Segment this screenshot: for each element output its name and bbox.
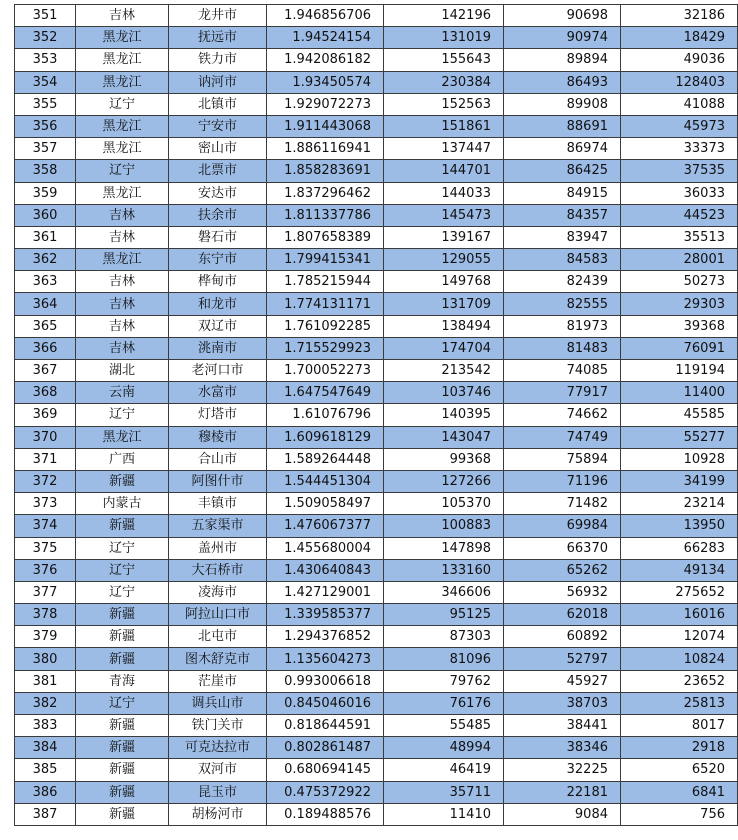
city-cell: 凌海市 xyxy=(169,581,267,603)
value-c-cell: 66283 xyxy=(621,537,738,559)
value-a-cell: 151861 xyxy=(384,115,504,137)
table-row xyxy=(15,49,738,71)
city-cell: 北票市 xyxy=(169,160,267,182)
index-cell: 1.589264448 xyxy=(267,448,384,470)
value-a-cell: 144701 xyxy=(384,160,504,182)
value-b-cell: 82439 xyxy=(504,271,621,293)
index-cell: 0.189488576 xyxy=(267,803,384,825)
value-b-cell: 38703 xyxy=(504,692,621,714)
value-b-cell: 56932 xyxy=(504,581,621,603)
value-b-cell: 62018 xyxy=(504,604,621,626)
table-row xyxy=(15,337,738,359)
value-c-cell: 16016 xyxy=(621,604,738,626)
value-a-cell: 87303 xyxy=(384,626,504,648)
value-a-cell: 48994 xyxy=(384,737,504,759)
value-a-cell: 149768 xyxy=(384,271,504,293)
value-a-cell: 143047 xyxy=(384,426,504,448)
table-row xyxy=(15,715,738,737)
table-row xyxy=(15,360,738,382)
value-c-cell: 12074 xyxy=(621,626,738,648)
value-a-cell: 127266 xyxy=(384,470,504,492)
value-b-cell: 89894 xyxy=(504,49,621,71)
value-b-cell: 81973 xyxy=(504,315,621,337)
city-cell: 桦甸市 xyxy=(169,271,267,293)
table-row xyxy=(15,692,738,714)
value-c-cell: 119194 xyxy=(621,360,738,382)
province-cell: 青海 xyxy=(76,670,169,692)
province-cell: 黑龙江 xyxy=(76,27,169,49)
table-row xyxy=(15,160,738,182)
rank-cell: 384 xyxy=(15,737,76,759)
province-cell: 新疆 xyxy=(76,604,169,626)
table-row xyxy=(15,648,738,670)
rank-cell: 361 xyxy=(15,226,76,248)
value-b-cell: 32225 xyxy=(504,759,621,781)
table-row xyxy=(15,670,738,692)
rank-cell: 358 xyxy=(15,160,76,182)
table-row xyxy=(15,537,738,559)
value-c-cell: 45585 xyxy=(621,404,738,426)
rank-cell: 354 xyxy=(15,71,76,93)
province-cell: 黑龙江 xyxy=(76,49,169,71)
city-cell: 龙井市 xyxy=(169,5,267,27)
table-row xyxy=(15,115,738,137)
value-c-cell: 128403 xyxy=(621,71,738,93)
index-cell: 1.942086182 xyxy=(267,49,384,71)
value-b-cell: 71482 xyxy=(504,493,621,515)
province-cell: 新疆 xyxy=(76,515,169,537)
table-row xyxy=(15,581,738,603)
city-cell: 图木舒克市 xyxy=(169,648,267,670)
table-row xyxy=(15,404,738,426)
table-row xyxy=(15,27,738,49)
value-c-cell: 55277 xyxy=(621,426,738,448)
city-cell: 扶余市 xyxy=(169,204,267,226)
index-cell: 1.476067377 xyxy=(267,515,384,537)
table-row xyxy=(15,293,738,315)
city-cell: 水富市 xyxy=(169,382,267,404)
province-cell: 新疆 xyxy=(76,781,169,803)
rank-cell: 351 xyxy=(15,5,76,27)
value-a-cell: 155643 xyxy=(384,49,504,71)
table-row xyxy=(15,5,738,27)
city-cell: 茫崖市 xyxy=(169,670,267,692)
city-cell: 胡杨河市 xyxy=(169,803,267,825)
province-cell: 黑龙江 xyxy=(76,182,169,204)
index-cell: 1.700052273 xyxy=(267,360,384,382)
city-cell: 双辽市 xyxy=(169,315,267,337)
value-b-cell: 9084 xyxy=(504,803,621,825)
value-c-cell: 28001 xyxy=(621,249,738,271)
rank-cell: 366 xyxy=(15,337,76,359)
value-a-cell: 103746 xyxy=(384,382,504,404)
province-cell: 新疆 xyxy=(76,715,169,737)
table-row xyxy=(15,138,738,160)
province-cell: 湖北 xyxy=(76,360,169,382)
value-a-cell: 81096 xyxy=(384,648,504,670)
value-a-cell: 144033 xyxy=(384,182,504,204)
value-c-cell: 756 xyxy=(621,803,738,825)
value-c-cell: 49134 xyxy=(621,559,738,581)
index-cell: 1.807658389 xyxy=(267,226,384,248)
value-b-cell: 86493 xyxy=(504,71,621,93)
rank-cell: 375 xyxy=(15,537,76,559)
table-row xyxy=(15,759,738,781)
index-cell: 1.609618129 xyxy=(267,426,384,448)
value-a-cell: 131709 xyxy=(384,293,504,315)
city-cell: 大石桥市 xyxy=(169,559,267,581)
value-b-cell: 81483 xyxy=(504,337,621,359)
value-a-cell: 46419 xyxy=(384,759,504,781)
province-cell: 辽宁 xyxy=(76,404,169,426)
value-c-cell: 25813 xyxy=(621,692,738,714)
province-cell: 吉林 xyxy=(76,5,169,27)
value-a-cell: 139167 xyxy=(384,226,504,248)
city-cell: 北屯市 xyxy=(169,626,267,648)
province-cell: 辽宁 xyxy=(76,692,169,714)
province-cell: 吉林 xyxy=(76,293,169,315)
value-a-cell: 152563 xyxy=(384,93,504,115)
city-cell: 丰镇市 xyxy=(169,493,267,515)
index-cell: 1.837296462 xyxy=(267,182,384,204)
province-cell: 内蒙古 xyxy=(76,493,169,515)
city-cell: 穆棱市 xyxy=(169,426,267,448)
index-cell: 1.455680004 xyxy=(267,537,384,559)
province-cell: 黑龙江 xyxy=(76,71,169,93)
index-cell: 1.929072273 xyxy=(267,93,384,115)
value-a-cell: 79762 xyxy=(384,670,504,692)
table-row xyxy=(15,737,738,759)
city-cell: 密山市 xyxy=(169,138,267,160)
index-cell: 1.430640843 xyxy=(267,559,384,581)
value-b-cell: 65262 xyxy=(504,559,621,581)
value-b-cell: 45927 xyxy=(504,670,621,692)
province-cell: 吉林 xyxy=(76,337,169,359)
table-row xyxy=(15,781,738,803)
value-c-cell: 76091 xyxy=(621,337,738,359)
value-b-cell: 74749 xyxy=(504,426,621,448)
value-b-cell: 66370 xyxy=(504,537,621,559)
city-cell: 北镇市 xyxy=(169,93,267,115)
rank-cell: 369 xyxy=(15,404,76,426)
value-c-cell: 8017 xyxy=(621,715,738,737)
value-c-cell: 41088 xyxy=(621,93,738,115)
index-cell: 1.93450574 xyxy=(267,71,384,93)
value-c-cell: 50273 xyxy=(621,271,738,293)
index-cell: 0.802861487 xyxy=(267,737,384,759)
city-cell: 阿图什市 xyxy=(169,470,267,492)
province-cell: 吉林 xyxy=(76,226,169,248)
rank-cell: 359 xyxy=(15,182,76,204)
city-cell: 洮南市 xyxy=(169,337,267,359)
value-b-cell: 84357 xyxy=(504,204,621,226)
value-c-cell: 13950 xyxy=(621,515,738,537)
table-row xyxy=(15,493,738,515)
value-b-cell: 75894 xyxy=(504,448,621,470)
value-a-cell: 147898 xyxy=(384,537,504,559)
value-b-cell: 83947 xyxy=(504,226,621,248)
value-c-cell: 18429 xyxy=(621,27,738,49)
index-cell: 1.774131171 xyxy=(267,293,384,315)
rank-cell: 353 xyxy=(15,49,76,71)
value-c-cell: 6841 xyxy=(621,781,738,803)
value-c-cell: 23214 xyxy=(621,493,738,515)
value-a-cell: 213542 xyxy=(384,360,504,382)
province-cell: 黑龙江 xyxy=(76,426,169,448)
value-c-cell: 44523 xyxy=(621,204,738,226)
table-row xyxy=(15,249,738,271)
table-row xyxy=(15,559,738,581)
value-a-cell: 138494 xyxy=(384,315,504,337)
table-row xyxy=(15,182,738,204)
table-row xyxy=(15,515,738,537)
value-b-cell: 74662 xyxy=(504,404,621,426)
value-c-cell: 35513 xyxy=(621,226,738,248)
index-cell: 1.785215944 xyxy=(267,271,384,293)
index-cell: 1.339585377 xyxy=(267,604,384,626)
city-cell: 调兵山市 xyxy=(169,692,267,714)
table-row xyxy=(15,604,738,626)
city-cell: 宁安市 xyxy=(169,115,267,137)
value-a-cell: 140395 xyxy=(384,404,504,426)
value-a-cell: 346606 xyxy=(384,581,504,603)
value-b-cell: 38346 xyxy=(504,737,621,759)
city-cell: 东宁市 xyxy=(169,249,267,271)
value-b-cell: 84583 xyxy=(504,249,621,271)
rank-cell: 380 xyxy=(15,648,76,670)
value-c-cell: 275652 xyxy=(621,581,738,603)
value-c-cell: 37535 xyxy=(621,160,738,182)
value-a-cell: 142196 xyxy=(384,5,504,27)
rank-cell: 371 xyxy=(15,448,76,470)
rank-cell: 352 xyxy=(15,27,76,49)
index-cell: 0.680694145 xyxy=(267,759,384,781)
province-cell: 吉林 xyxy=(76,271,169,293)
index-cell: 1.886116941 xyxy=(267,138,384,160)
index-cell: 0.475372922 xyxy=(267,781,384,803)
value-a-cell: 35711 xyxy=(384,781,504,803)
table-row xyxy=(15,315,738,337)
value-c-cell: 10928 xyxy=(621,448,738,470)
province-cell: 黑龙江 xyxy=(76,115,169,137)
value-a-cell: 230384 xyxy=(384,71,504,93)
value-a-cell: 76176 xyxy=(384,692,504,714)
index-cell: 1.647547649 xyxy=(267,382,384,404)
value-b-cell: 69984 xyxy=(504,515,621,537)
value-b-cell: 52797 xyxy=(504,648,621,670)
city-cell: 讷河市 xyxy=(169,71,267,93)
value-a-cell: 55485 xyxy=(384,715,504,737)
rank-cell: 363 xyxy=(15,271,76,293)
rank-cell: 373 xyxy=(15,493,76,515)
index-cell: 1.544451304 xyxy=(267,470,384,492)
table-row xyxy=(15,204,738,226)
province-cell: 新疆 xyxy=(76,648,169,670)
province-cell: 辽宁 xyxy=(76,581,169,603)
index-cell: 1.135604273 xyxy=(267,648,384,670)
index-cell: 1.858283691 xyxy=(267,160,384,182)
value-b-cell: 38441 xyxy=(504,715,621,737)
rank-cell: 356 xyxy=(15,115,76,137)
value-a-cell: 105370 xyxy=(384,493,504,515)
value-b-cell: 84915 xyxy=(504,182,621,204)
value-a-cell: 137447 xyxy=(384,138,504,160)
value-c-cell: 10824 xyxy=(621,648,738,670)
index-cell: 1.911443068 xyxy=(267,115,384,137)
table-row xyxy=(15,382,738,404)
rank-cell: 376 xyxy=(15,559,76,581)
value-b-cell: 90698 xyxy=(504,5,621,27)
rank-cell: 367 xyxy=(15,360,76,382)
value-b-cell: 71196 xyxy=(504,470,621,492)
province-cell: 辽宁 xyxy=(76,160,169,182)
value-a-cell: 133160 xyxy=(384,559,504,581)
city-cell: 双河市 xyxy=(169,759,267,781)
city-cell: 铁力市 xyxy=(169,49,267,71)
value-c-cell: 2918 xyxy=(621,737,738,759)
rank-cell: 386 xyxy=(15,781,76,803)
province-cell: 新疆 xyxy=(76,759,169,781)
index-cell: 1.509058497 xyxy=(267,493,384,515)
rank-cell: 379 xyxy=(15,626,76,648)
rank-cell: 378 xyxy=(15,604,76,626)
rank-cell: 381 xyxy=(15,670,76,692)
table-row xyxy=(15,426,738,448)
value-a-cell: 95125 xyxy=(384,604,504,626)
value-b-cell: 77917 xyxy=(504,382,621,404)
table-row xyxy=(15,271,738,293)
table-row xyxy=(15,448,738,470)
rank-cell: 383 xyxy=(15,715,76,737)
rank-cell: 372 xyxy=(15,470,76,492)
city-cell: 阿拉山口市 xyxy=(169,604,267,626)
city-cell: 昆玉市 xyxy=(169,781,267,803)
value-b-cell: 90974 xyxy=(504,27,621,49)
province-cell: 吉林 xyxy=(76,315,169,337)
value-c-cell: 32186 xyxy=(621,5,738,27)
index-cell: 0.845046016 xyxy=(267,692,384,714)
city-cell: 老河口市 xyxy=(169,360,267,382)
rank-cell: 360 xyxy=(15,204,76,226)
value-b-cell: 22181 xyxy=(504,781,621,803)
rank-cell: 362 xyxy=(15,249,76,271)
city-cell: 抚远市 xyxy=(169,27,267,49)
province-cell: 辽宁 xyxy=(76,537,169,559)
province-cell: 辽宁 xyxy=(76,559,169,581)
city-cell: 可克达拉市 xyxy=(169,737,267,759)
rank-cell: 368 xyxy=(15,382,76,404)
value-c-cell: 33373 xyxy=(621,138,738,160)
value-c-cell: 34199 xyxy=(621,470,738,492)
province-cell: 云南 xyxy=(76,382,169,404)
province-cell: 新疆 xyxy=(76,626,169,648)
city-cell: 灯塔市 xyxy=(169,404,267,426)
value-b-cell: 86974 xyxy=(504,138,621,160)
value-b-cell: 88691 xyxy=(504,115,621,137)
value-b-cell: 86425 xyxy=(504,160,621,182)
index-cell: 1.946856706 xyxy=(267,5,384,27)
table-row xyxy=(15,626,738,648)
index-cell: 1.761092285 xyxy=(267,315,384,337)
value-c-cell: 39368 xyxy=(621,315,738,337)
province-cell: 黑龙江 xyxy=(76,249,169,271)
province-cell: 吉林 xyxy=(76,204,169,226)
value-a-cell: 100883 xyxy=(384,515,504,537)
table-row xyxy=(15,470,738,492)
index-cell: 1.715529923 xyxy=(267,337,384,359)
rank-cell: 374 xyxy=(15,515,76,537)
value-b-cell: 74085 xyxy=(504,360,621,382)
city-cell: 铁门关市 xyxy=(169,715,267,737)
value-a-cell: 174704 xyxy=(384,337,504,359)
value-b-cell: 89908 xyxy=(504,93,621,115)
index-cell: 1.811337786 xyxy=(267,204,384,226)
rank-cell: 382 xyxy=(15,692,76,714)
index-cell: 1.427129001 xyxy=(267,581,384,603)
value-c-cell: 6520 xyxy=(621,759,738,781)
value-c-cell: 29303 xyxy=(621,293,738,315)
table-row xyxy=(15,803,738,825)
index-cell: 1.94524154 xyxy=(267,27,384,49)
province-cell: 黑龙江 xyxy=(76,138,169,160)
value-c-cell: 45973 xyxy=(621,115,738,137)
value-a-cell: 11410 xyxy=(384,803,504,825)
value-c-cell: 49036 xyxy=(621,49,738,71)
rank-cell: 377 xyxy=(15,581,76,603)
province-cell: 新疆 xyxy=(76,737,169,759)
value-a-cell: 129055 xyxy=(384,249,504,271)
rank-cell: 385 xyxy=(15,759,76,781)
value-b-cell: 82555 xyxy=(504,293,621,315)
index-cell: 0.818644591 xyxy=(267,715,384,737)
table-row xyxy=(15,226,738,248)
value-a-cell: 99368 xyxy=(384,448,504,470)
city-cell: 五家渠市 xyxy=(169,515,267,537)
table-body xyxy=(15,5,738,826)
table-row xyxy=(15,71,738,93)
index-cell: 1.61076796 xyxy=(267,404,384,426)
index-cell: 0.993006618 xyxy=(267,670,384,692)
index-cell: 1.294376852 xyxy=(267,626,384,648)
city-cell: 安达市 xyxy=(169,182,267,204)
province-cell: 广西 xyxy=(76,448,169,470)
city-cell: 合山市 xyxy=(169,448,267,470)
rank-cell: 387 xyxy=(15,803,76,825)
value-c-cell: 23652 xyxy=(621,670,738,692)
rank-cell: 357 xyxy=(15,138,76,160)
province-cell: 辽宁 xyxy=(76,93,169,115)
city-cell: 和龙市 xyxy=(169,293,267,315)
value-c-cell: 11400 xyxy=(621,382,738,404)
value-a-cell: 131019 xyxy=(384,27,504,49)
value-c-cell: 36033 xyxy=(621,182,738,204)
city-cell: 磐石市 xyxy=(169,226,267,248)
index-cell: 1.799415341 xyxy=(267,249,384,271)
rank-cell: 370 xyxy=(15,426,76,448)
value-b-cell: 60892 xyxy=(504,626,621,648)
province-cell: 新疆 xyxy=(76,470,169,492)
city-cell: 盖州市 xyxy=(169,537,267,559)
rank-cell: 365 xyxy=(15,315,76,337)
rank-cell: 364 xyxy=(15,293,76,315)
data-table xyxy=(14,4,738,826)
province-cell: 新疆 xyxy=(76,803,169,825)
table-row xyxy=(15,93,738,115)
value-a-cell: 145473 xyxy=(384,204,504,226)
rank-cell: 355 xyxy=(15,93,76,115)
